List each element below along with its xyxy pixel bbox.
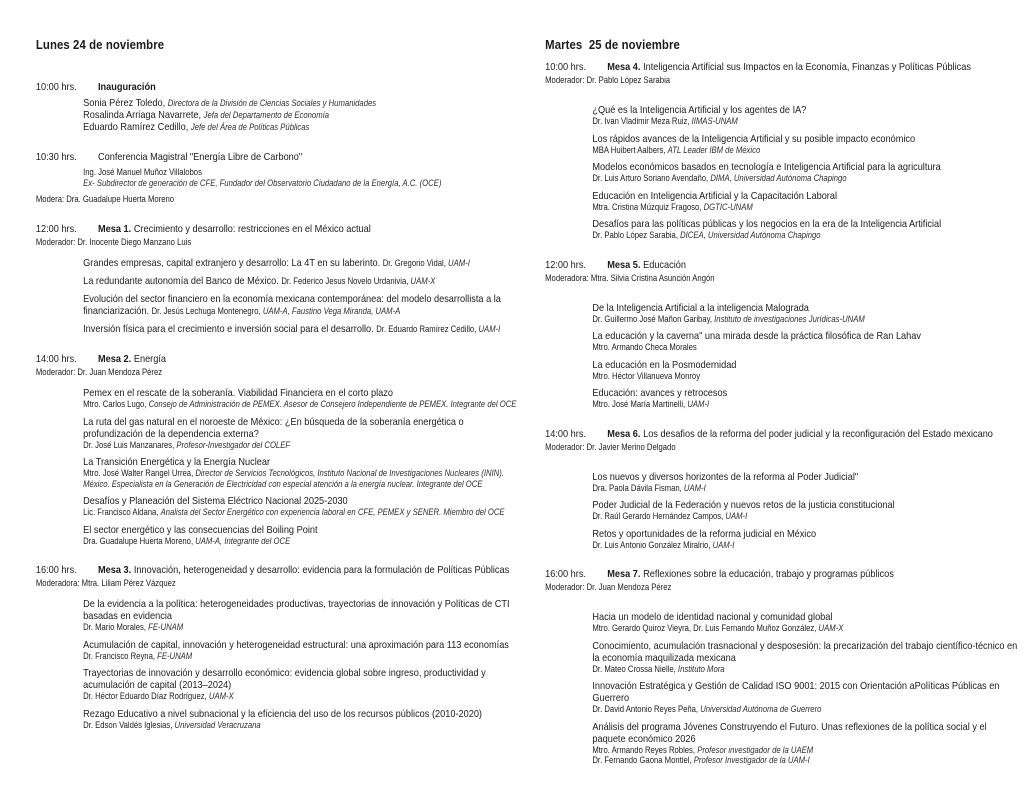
talk-item (592, 133, 1017, 156)
talk-line (592, 623, 1017, 634)
session-block (36, 151, 526, 205)
session-moderator: Moderadora: Mtra. Liliam Pérez Vázquez (35, 578, 176, 588)
day-title-tuesday: Martes 25 de noviembre (545, 37, 680, 52)
talk-item (592, 302, 1017, 325)
session-moderator: Moderador: Dr. Inocente Diego Manzano Luis (35, 237, 192, 247)
session-moderator: Moderador: Dr. Pablo López Sarabia (545, 75, 671, 85)
talk-item (592, 104, 1017, 127)
talk-item (83, 275, 526, 287)
talk-item (592, 190, 1017, 213)
speaker-name: Dr. José Luis Manzanares, (83, 439, 177, 450)
speaker-name: Mtra. Cristina Múzquiz Fragoso, (592, 201, 704, 212)
talk-title-text: De la evidencia a la política: heterogeneidades productivas, trayectorias de innovación y Políticas de CTI basadas en evidencia (83, 598, 510, 622)
talk-title-text: La Transición Energética y la Energía Nuclear (83, 456, 271, 468)
talk-line (83, 97, 526, 109)
session-talks (36, 387, 526, 546)
talk-title-text: La educación y la caverna" una mirada desde la práctica filosófica de Ran Lahav (592, 330, 921, 342)
talk-line (83, 468, 526, 489)
speaker-name: Dr. Héctor Eduardo Díaz Rodríguez, (83, 691, 209, 701)
session-heading (36, 151, 526, 164)
talk-line (83, 720, 526, 731)
talk-line (592, 104, 1017, 116)
speaker-affiliation: UAM-X (410, 276, 436, 286)
talk-line (592, 471, 1017, 483)
session-talks (545, 611, 1018, 766)
session-talks (36, 167, 526, 188)
session-talks (545, 104, 1018, 241)
talk-title-text: Retos y oportunidades de la reforma judicial en México (592, 527, 817, 540)
session-block (545, 568, 1018, 766)
speaker-affiliation: FE-UNAM (148, 622, 184, 632)
speaker-name: Dra. Guadalupe Huerta Moreno, (83, 535, 196, 546)
talk-line (83, 495, 526, 507)
sessions-list-monday (36, 81, 526, 730)
speaker-affiliation: Instituto Mora (677, 663, 725, 674)
talk-line (592, 483, 1017, 494)
talk-line (592, 680, 1017, 704)
talk-item (83, 416, 526, 451)
talk-line (83, 536, 526, 547)
session-mesa-label: Mesa 2. (98, 353, 132, 365)
talk-line (592, 704, 1017, 715)
speaker-affiliation: UAM-I (712, 539, 735, 550)
talk-item (83, 167, 526, 188)
talk-line (83, 293, 526, 317)
talk-line (83, 167, 526, 178)
speaker-name: Dr. Pablo López Sarabia, (592, 230, 681, 240)
session-talks (545, 471, 1018, 551)
session-heading (545, 428, 1018, 441)
talk-line (592, 511, 1017, 522)
speaker-name: Dr. Edson Valdés Iglesias, (83, 719, 175, 730)
session-title: Mesa 6. Los desafios de la reforma del poder judicial y la reconfiguración del Estado mexicano (607, 427, 993, 440)
session-time: 10:30 hrs. (35, 151, 77, 163)
talk-title-text: Rezago Educativo a nivel subnacional y la eficiencia del uso de los recursos públicos (2010-2020) (83, 707, 483, 720)
talk-line (83, 275, 526, 287)
speaker-affiliation: ATL Leader IBM de México (667, 144, 761, 155)
talk-title-text: Los nuevos y diversos horizontes de la reforma al Poder Judicial" (592, 470, 859, 483)
speaker-affiliation: Ex- Subdirector de generación de CFE, Fundador del Observatorio Ciudadano de la Energía, A.C. (OCE) (83, 177, 442, 188)
speaker-name: Mtro. José Walter Rangel Urrea, (83, 468, 196, 478)
session-time: 16:00 hrs. (545, 568, 586, 580)
speaker-name: Dr. Luis Antonio González Miralrio, (592, 539, 713, 550)
talk-item (592, 499, 1017, 522)
talk-title-text: El sector energético y las consecuencias del Boiling Point (83, 523, 318, 536)
session-time: 10:00 hrs. (545, 61, 586, 73)
talk-item (83, 387, 526, 410)
talk-line (592, 387, 1017, 399)
session-mesa-label: Mesa 4. (607, 61, 641, 73)
speaker-name: Mtro. Armando Reyes Robles, (592, 744, 698, 755)
speaker-name: Dr. David Antonio Reyes Peña, (592, 704, 701, 714)
talk-line (592, 721, 1017, 745)
session-heading (36, 223, 526, 236)
session-moderator: Moderador: Dr. Juan Mendoza Pérez (545, 582, 672, 592)
talk-line (592, 371, 1017, 382)
session-heading (545, 259, 1018, 272)
talk-line (83, 667, 526, 691)
talk-item (83, 257, 526, 269)
speaker-affiliation: UAM-I (687, 399, 710, 409)
speaker-name: Mtro. José María Martinelli, (592, 399, 688, 409)
speaker-name: Dr. Mario Morales, (83, 622, 149, 632)
session-title (98, 81, 526, 94)
speaker-name: Mtro. Carlos Lugo, (83, 399, 149, 409)
session-title: Conferencia Magistral "Energía Libre de Carbono" (98, 151, 303, 163)
talk-title-text: Hacia un modelo de identidad nacional y comunidad global (592, 611, 833, 623)
talk-item (592, 721, 1017, 766)
session-block (545, 61, 1018, 241)
talk-line (83, 121, 526, 133)
talk-item (592, 640, 1017, 675)
speaker-name: Ing. José Manuel Muñoz Villalobos (83, 167, 202, 177)
talk-line (592, 330, 1017, 342)
talk-title-text: Grandes empresas, capital extranjero y desarrollo: La 4T en su laberinto. (83, 257, 383, 269)
speaker-affiliation: Jefe del Área de Políticas Públicas (190, 122, 310, 132)
speaker-affiliation: Instituto de investigaciones Jurídicas-UNAM (714, 313, 865, 324)
talk-item (592, 161, 1017, 184)
talk-item (83, 495, 526, 518)
speaker-affiliation: Directora de la División de Ciencias Sociales y Humanidades (167, 98, 377, 108)
speaker-name: Dr. Ivan Vladimir Meza Ruiz, (592, 116, 692, 126)
talk-line (592, 745, 1017, 756)
speaker-name: Dr. Fernando Gaona Montiel, (592, 755, 694, 765)
talk-line (592, 161, 1017, 173)
talk-line (592, 540, 1017, 551)
talk-title-text: Rosalinda Arriaga Navarrete, (83, 109, 204, 121)
session-heading (545, 568, 1018, 581)
speaker-affiliation: UAM-I (448, 258, 470, 268)
talk-line (592, 302, 1017, 314)
talk-item (592, 359, 1017, 382)
speaker-name: Dr. Gregorio Vidal, (382, 258, 449, 268)
speaker-affiliation: UAM-X (208, 691, 234, 701)
speaker-affiliation: UAM-A, Integrante del OCE (195, 535, 291, 546)
talk-line (592, 145, 1017, 156)
talk-line (83, 416, 526, 440)
speaker-name: Dra. Paola Dávila Fisman, (592, 482, 684, 493)
session-heading (36, 81, 526, 94)
talk-title-text: La redundante autonomía del Banco de México. (83, 275, 282, 287)
speaker-name: Lic. Francisco Aldana, (83, 507, 161, 517)
talk-title-text: Desafíos para las políticas públicas y los negocios en la era de la Inteligencia Artificial (592, 218, 942, 230)
day-title-monday: Lunes 24 de noviembre (35, 37, 165, 52)
talk-line (83, 399, 526, 410)
session-time: 12:00 hrs. (35, 223, 77, 235)
talk-item (83, 708, 526, 731)
speaker-affiliation: Profesor-Investigador del COLEF (176, 439, 291, 450)
session-title: Mesa 7. Reflexiones sobre la educación, trabajo y programas públicos (607, 568, 894, 580)
speaker-name: Dr. Raúl Gerardo Hernández Campos, (592, 511, 726, 521)
talk-title-text: Trayectorias de innovación y desarrollo económico: evidencia global sobre ingreso, productividad y acumulación de capital (2013–2024) (83, 667, 486, 691)
talk-title-text: De la Inteligencia Artificial a la inteligencia Malograda (592, 301, 809, 314)
talk-title-text: Sonia Pérez Toledo, (83, 97, 168, 109)
talk-line (83, 651, 526, 662)
talk-line (592, 190, 1017, 202)
talk-line (83, 598, 526, 622)
session-mesa-label: Mesa 7. (607, 568, 641, 580)
speaker-affiliation: Profesor investigador de la UAEM (697, 744, 814, 755)
talk-line (592, 640, 1017, 664)
talk-line (592, 664, 1017, 675)
talk-item (592, 218, 1017, 241)
talk-line (83, 507, 526, 518)
session-block (36, 353, 526, 546)
talk-line (592, 230, 1017, 241)
session-moderator: Modera: Dra. Guadalupe Huerta Moreno (35, 194, 175, 204)
speaker-affiliation: Consejo de Administración de PEMEX. Asesor de Consejero Independiente de PEMEX. Integrante del OCE (148, 399, 517, 409)
speaker-name: Mtro. Héctor Villanueva Monroy (592, 370, 701, 381)
talk-line (83, 440, 526, 451)
talk-title-text: Educación en Inteligencia Artificial y la Capacitación Laboral (592, 189, 838, 202)
session-moderator: Moderador: Dr. Javier Merino Delgado (545, 441, 676, 452)
talk-line (83, 622, 526, 633)
session-heading (36, 353, 526, 366)
talk-line (592, 755, 1017, 766)
talk-title-text: Educación: avances y retrocesos (592, 387, 728, 399)
session-time: 14:00 hrs. (35, 353, 77, 365)
talk-item (592, 611, 1017, 634)
talk-title-text: Eduardo Ramírez Cedillo, (83, 121, 191, 133)
talk-title-text: Acumulación de capital, innovación y heterogeneidad estructural: una aproximación para 113 economías (83, 638, 509, 651)
speaker-affiliation: UAM-X (818, 623, 844, 633)
session-talks (545, 302, 1018, 410)
session-mesa-label: Mesa 6. (607, 427, 641, 440)
session-heading (36, 564, 526, 577)
session-title: Mesa 1. Crecimiento y desarrollo: restricciones en el México actual (98, 223, 371, 235)
session-block (36, 81, 526, 133)
talk-item (592, 471, 1017, 494)
session-title: Mesa 3. Innovación, heterogeneidad y desarrollo: evidencia para la formulación de Políticas Públicas (98, 564, 510, 576)
talk-item (83, 667, 526, 702)
speaker-name: Dr. Federico Jesus Novelo Urdanivia, (281, 276, 411, 286)
talk-item (592, 387, 1017, 410)
speaker-affiliation: Universidad Autónoma de Guerrero (700, 704, 822, 714)
talk-line (592, 218, 1017, 230)
talk-title-text: Los rápidos avances de la Inteligencia Artificial y su posible impacto económico (592, 132, 916, 145)
talk-line (592, 342, 1017, 353)
session-mesa-label: Mesa 5. (607, 258, 641, 271)
session-time: 16:00 hrs. (35, 564, 77, 576)
talk-line (83, 639, 526, 651)
speaker-affiliation: UAM-A, Faustino Vega Miranda, UAM-A (262, 306, 401, 316)
session-talks (36, 257, 526, 335)
talk-title-text: Conocimiento, acumulación trasnacional y desposesión: la precarización del trabajo científico-técnico en la economía maquilizada mexicana (592, 639, 1018, 664)
speaker-name: Dr. Francisco Reyna, (83, 650, 158, 661)
session-time: 10:00 hrs. (35, 81, 77, 93)
session-block (545, 259, 1018, 410)
talk-line (83, 257, 526, 269)
speaker-name: Mtro. Gerardo Quiroz Vieyra, Dr. Luis Fernando Muñoz González, (592, 623, 819, 633)
talk-line (592, 314, 1017, 325)
talk-title-text: Pemex en el rescate de la soberanía. Viabilidad Financiera en el corto plazo (83, 387, 393, 399)
session-moderator: Moderador: Dr. Juan Mendoza Pérez (35, 367, 163, 377)
session-block (36, 564, 526, 730)
talk-line (592, 399, 1017, 410)
talk-title-text: La educación en la Posmodernidad (592, 358, 737, 371)
talk-line (592, 528, 1017, 540)
day-column-monday (36, 0, 526, 748)
speaker-affiliation: FE-UNAM (157, 650, 193, 661)
talk-title-text: Innovación Estratégica y Gestión de Calidad ISO 9001: 2015 con Orientación aPolíticas Públicas en Guerrero (592, 680, 1000, 704)
speaker-affiliation: Profesor Investigador de la UAM-I (693, 755, 810, 765)
talk-line (592, 359, 1017, 371)
talk-title-text: Modelos económicos basados en tecnología e Inteligencia Artificial para la agricultura (592, 161, 941, 173)
session-mesa-label: Inauguración (98, 81, 156, 93)
talk-line (592, 116, 1017, 127)
speaker-name: Mtro. Armando Checa Morales (592, 342, 697, 352)
sessions-list-tuesday (545, 61, 1018, 766)
talk-line (592, 499, 1017, 511)
session-talks (36, 598, 526, 730)
session-talks (36, 97, 526, 133)
talk-line (83, 691, 526, 702)
talk-title-text: Inversión física para el crecimiento e inversión social para el desarrollo. (83, 323, 377, 335)
speaker-affiliation: DIMA, Universidad Autónoma Chapingo (710, 173, 847, 183)
talk-item (592, 528, 1017, 551)
speaker-affiliation: Universidad Veracruzana (174, 719, 261, 730)
talk-item (83, 293, 526, 317)
speaker-name: Dr. Jesús Lechuga Montenegro, (151, 306, 263, 316)
talk-line (592, 611, 1017, 623)
talk-title-text: La ruta del gas natural en el noroeste de México: ¿En búsqueda de la soberanía energética o profundización de la dependencia externa? (83, 415, 464, 440)
speaker-name: Dr. Luis Arturo Soriano Avendaño, (592, 173, 711, 183)
speaker-affiliation: DGTIC-UNAM (703, 201, 753, 212)
talk-line (83, 387, 526, 399)
talk-title-text: Poder Judicial de la Federación y nuevos retos de la justicia constitucional (592, 499, 895, 511)
talk-title-text: Análisis del programa Jóvenes Construyendo el Futuro. Unas reflexiones de la política social y el paquete económico 2026 (592, 720, 987, 745)
speaker-name: Dr. Eduardo Ramírez Cedillo, (376, 324, 479, 334)
talk-line (83, 524, 526, 536)
session-block (36, 223, 526, 335)
session-time: 12:00 hrs. (545, 258, 586, 271)
speaker-affiliation: DICEA, Universidad Autónoma Chapingo (680, 230, 821, 240)
talk-line (592, 173, 1017, 184)
talk-line (83, 323, 526, 335)
session-moderator: Moderadora: Mtra. Silvia Cristina Asunción Angón (545, 272, 715, 283)
talk-title-text: Desafíos y Planeación del Sistema Eléctrico Nacional 2025-2030 (83, 495, 348, 507)
talk-title-text: ¿Qué es la Inteligencia Artificial y los agentes de IA? (592, 104, 807, 116)
session-mesa-label: Mesa 1. (98, 223, 132, 235)
talk-line (592, 202, 1017, 213)
session-title: Mesa 2. Energía (98, 353, 167, 365)
talk-item (83, 524, 526, 547)
talk-title-text: Evolución del sector financiero en la economía mexicana contemporánea: del modelo desarrollista a la financiarización. (83, 293, 501, 317)
speaker-name: Dr. Mateo Crossa Nielle, (592, 663, 678, 674)
talk-line (83, 178, 526, 189)
talk-item (83, 323, 526, 335)
talk-line (83, 456, 526, 468)
day-column-tuesday (545, 0, 1018, 784)
session-time: 14:00 hrs. (545, 427, 586, 440)
speaker-name: MBA Huibert Aalbers, (592, 144, 668, 155)
session-block (545, 428, 1018, 551)
speaker-affiliation: Director de Servicios Tecnológicos, Instituto Nacional de Investigaciones Nucleares (ININ). México. Especialista en la Generación de Electricidad con especial atención a la energía nuclear. Integrante del OCE (83, 468, 504, 489)
speaker-affiliation: UAM-I (478, 324, 501, 334)
speaker-name: Dr. Guillermo José Mañon Garibay, (592, 313, 715, 324)
session-heading (545, 61, 1018, 74)
session-title: Mesa 5. Educación (607, 258, 686, 271)
speaker-affiliation: UAM-I (683, 482, 706, 493)
speaker-affiliation: Jefa del Departamento de Economía (203, 110, 330, 120)
speaker-affiliation: Analista del Sector Energético con experiencia laboral en CFE, PEMEX y SENER. Miembro del OCE (160, 507, 505, 517)
session-mesa-label: Mesa 3. (98, 564, 132, 576)
talk-item (592, 680, 1017, 715)
talk-item (83, 639, 526, 662)
talk-line (592, 133, 1017, 145)
talk-item (83, 456, 526, 489)
talk-line (83, 109, 526, 121)
session-title: Mesa 4. Inteligencia Artificial sus Impactos en la Economía, Finanzas y Políticas Públicas (607, 61, 971, 73)
talk-line (83, 708, 526, 720)
speaker-affiliation: IIMAS-UNAM (691, 116, 738, 126)
talk-item (83, 97, 526, 133)
talk-item (592, 330, 1017, 353)
talk-item (83, 598, 526, 633)
speaker-affiliation: UAM-I (725, 511, 748, 521)
